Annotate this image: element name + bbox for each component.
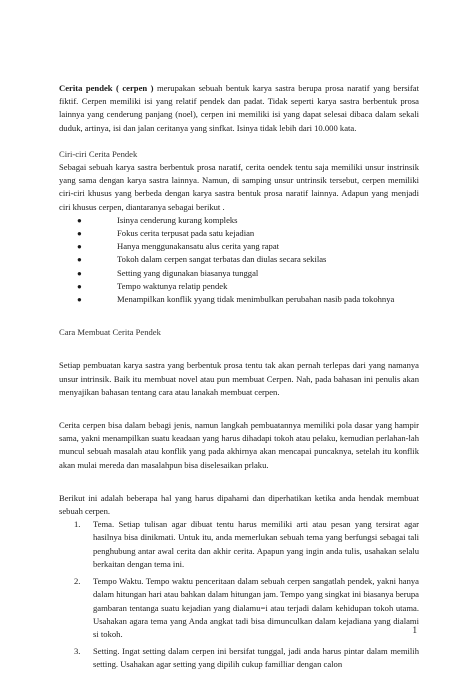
section-heading-cara: Cara Membuat Cerita Pendek: [59, 327, 161, 338]
document-body: [59, 82, 419, 676]
bullet-text: Menampilkan konflik yyang tidak menimbulkan perubahan nasib pada tokohnya: [117, 294, 395, 305]
step-item: [59, 575, 419, 641]
step-number: 2.: [74, 576, 81, 587]
step-text: Tempo Waktu. Tempo waktu penceritaan dalam sebuah cerpen sangatlah pendek, yakni hanya dalam hitungan hari atau bahkan dalam hitungan jam. Tempo yang singkat ini biasanya berupa gambaran tentanga suatu kejadian yang dialamu=i atau terjadi dalam kehidupan tokoh utama. Usahakan agara tema yang Anda angkat tadi bisa dimunculkan dalam kejadiana yang dialami si tokoh.: [93, 576, 419, 639]
intro-paragraph: [59, 82, 419, 135]
cara-steps-list: [59, 518, 419, 671]
intro-lead: Cerita pendek ( cerpen ): [59, 83, 154, 93]
cara-paragraph-3: Berikut ini adalah beberapa hal yang harus dipahami dan diperhatikan ketika anda hendak membuat sebuah cerpen.: [59, 492, 419, 517]
page-number: 1: [412, 625, 417, 635]
step-item: [59, 518, 419, 571]
bullet-icon: ●: [77, 215, 82, 225]
ciri-bullet-item: [59, 293, 419, 306]
cara-paragraph-2: Cerita cerpen bisa dalam bebagi jenis, namun langkah pembuatannya memiliki pola dasar yang hampir sama, yakni menampilkan suatu keadaan yang harus dihadapi tokoh atau pelaku, kemudian perlahan-lah muncul sebuah masalah atau konflik yang pada akhirnya akan mencapai puncaknya, setelah itu konflik akan mulai mereda dan masalahpun bisa diselesaikan prlaku.: [59, 420, 419, 470]
bullet-icon: ●: [77, 255, 82, 265]
ciri-bullet-item: [59, 214, 419, 227]
bullet-icon: ●: [77, 295, 82, 305]
step-number: 3.: [74, 646, 81, 657]
ciri-bullet-item: [59, 267, 419, 280]
bullet-icon: ●: [77, 242, 82, 252]
intro-text: merupakan sebuah bentuk karya sastra berupa prosa naratif yang bersifat fiktif. Cerpen memiliki isi yang relatif pendek dan padat. Tidak seperti karya sastra berbentuk prosa lainnya yang cenderung panjang (noel), cerpen ini memiliki isi yang dapat selesai dibaca dalam sekali duduk, artinya, isi dan jalan ceritanya yang sinfkat. Isinya tidak lebih dari 10.000 kata.: [59, 83, 419, 133]
bullet-text: Setting yang digunakan biasanya tunggal: [117, 267, 259, 278]
section-heading-ciri: Ciri-ciri Cerita Pendek: [59, 148, 138, 159]
bullet-text: Fokus cerita terpusat pada satu kejadian: [117, 228, 255, 239]
section-ciri-paragraph: Sebagai sebuah karya sastra berbentuk prosa naratif, cerita oendek tentu saja memiliki unsur instrinsik yang sama dengan karya sastra lainnya. Namun, di samping unsur untrinsik tersebut, cerpen memiliki ciri-ciri khusus yang berbeda dengan karya sastra bentuk prosa naratif lainnya. Adapun yang menjadi ciri khusus cerpen, diantaranya sebagai berikut .: [59, 162, 419, 212]
step-number: 1.: [74, 519, 81, 530]
cara-paragraph-1: Setiap pembuatan karya sastra yang berbentuk prosa tentu tak akan pernah terlepas dari yang namanya unsur intrinsik. Baik itu membuat novel atau pun membuat Cerpen. Nah, pada bahasan ini penulis akan menyajikan bahasan tentang cara atau lanakah membuat cerpen.: [59, 360, 419, 397]
step-text: Setting. Ingat setting dalam cerpen ini bersifat tunggal, jadi anda harus pintar dalam memilih setting. Usahakan agar setting yang dipilih cukup familliar dengan calon: [93, 646, 419, 670]
bullet-text: Hanya menggunakansatu alus cerita yang rapat: [117, 241, 280, 252]
bullet-icon: ●: [77, 268, 82, 278]
bullet-text: Tokoh dalam cerpen sangat terbatas dan diulas secara sekilas: [117, 254, 327, 265]
ciri-bullet-item: [59, 240, 419, 253]
bullet-text: Isinya cenderung kurang kompleks: [117, 214, 238, 225]
step-item: [59, 645, 419, 671]
ciri-bullet-item: [59, 253, 419, 266]
bullet-icon: ●: [77, 229, 82, 239]
bullet-icon: ●: [77, 281, 82, 291]
bullet-text: Tempo waktunya relatip pendek: [117, 280, 228, 291]
ciri-bullet-list: [59, 214, 419, 306]
step-text: Tema. Setiap tulisan agar dibuat tentu harus memiliki arti atau pesan yang tersirat agar hasilnya bisa dinikmati. Untuk itu, anda memerlukan sebuah tema yang berfungsi sebagai tali penghubung antar awal cerita dan akhir cerita. Apapun yang ingin anda tulis, usahakan selalu berkaitan dengan tema ini.: [93, 519, 419, 569]
ciri-bullet-item: [59, 280, 419, 293]
ciri-bullet-item: [59, 227, 419, 240]
